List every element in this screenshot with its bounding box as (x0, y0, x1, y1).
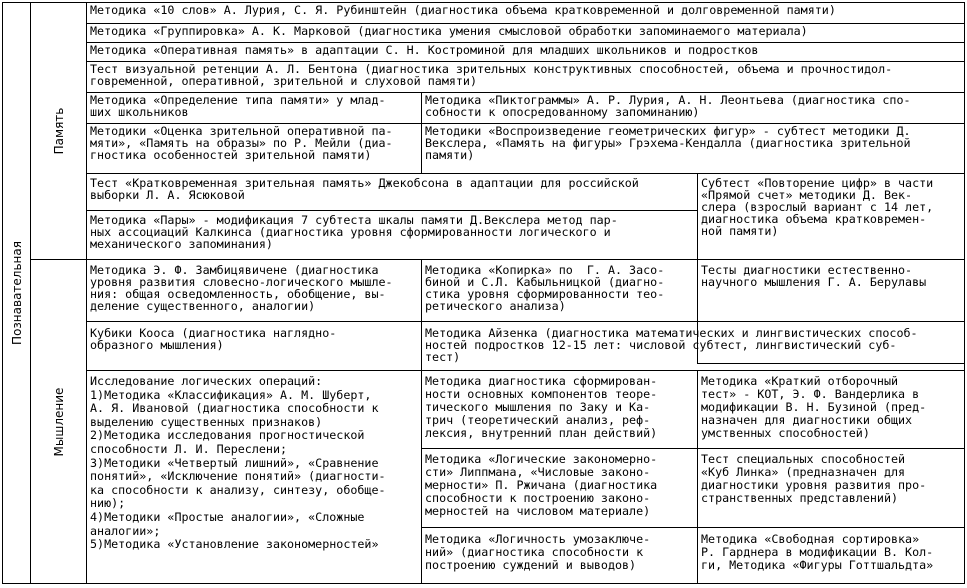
cognitive-label-cell (2, 2, 31, 584)
thinking-row-3-right (697, 370, 965, 449)
thinking-method-koos: Кубики Кооса (диагностика наглядно- образного мышления) (90, 326, 337, 352)
thinking-method-berulava: Тесты диагностики естественно- научного мышления Г. А. Берулавы (701, 263, 927, 289)
memory-row-7-left (86, 173, 698, 211)
thinking-row-3-left (86, 370, 422, 584)
memory-method-pairs: Методика «Пары» - модификация 7 субтеста шкалы памяти Д.Векслера метод пар- ных ассоциаций Калкинса (диагностика уровня сформированности логического и механического запоминания) (90, 213, 618, 251)
memory-method-geometric-figures: Методики «Воспроизведение геометрических фигур» - субтест методики Д. Векслера, «Память на фигуры» Грэхема-Кендалла (диагностика зрительной памяти) (425, 124, 911, 162)
memory-row-4 (86, 61, 965, 93)
thinking-method-free-sorting: Методика «Свободная сортировка» Р. Гарднера в модификации В. Кол- ги, Методика «Фигуры Готтшальдта» (701, 532, 934, 572)
memory-label-cell (30, 2, 87, 260)
thinking-method-link-cube: Тест специальных способностей «Куб Линка» (предназначен для диагностики уровня развития про- странственных представлений) (701, 452, 927, 505)
memory-row-1 (86, 2, 965, 24)
memory-method-visual-operative: Методики «Оценка зрительной оперативной па- мяти», «Память на образы» по Р. Мейли (диа- гностика особенностей зрительной памяти) (90, 124, 393, 162)
memory-method-10-words: Методика «10 слов» А. Лурия, С. Я. Рубинштейн (диагностика объема кратковременной и долговременной памяти) (90, 3, 836, 17)
memory-row-5-right (421, 92, 965, 124)
cognitive-label: Познавательная (9, 241, 24, 345)
thinking-method-zambitsyavichene: Методика Э. Ф. Замбицявичене (диагностика уровня развития словесно-логического мышле- ния: общая осведомленность, обобщение, вы- деление существенного, аналогии) (90, 263, 393, 313)
memory-method-operative: Методика «Оперативная память» в адаптации С. Н. Костроминой для младших школьников и подростков (90, 43, 759, 57)
memory-method-benton: Тест визуальной ретенции А. Л. Бентона (диагностика зрительных конструктивных способностей, объема и прочностидол- говременной, оперативной, зрительной и слуховой памяти) (90, 62, 893, 88)
memory-label: Память (51, 107, 66, 155)
thinking-row-5-mid (421, 527, 698, 584)
memory-row-2 (86, 23, 965, 43)
memory-method-grouping: Методика «Группировка» А. К. Марковой (диагностика умения смысловой обработки запоминаемого материала) (90, 24, 808, 38)
thinking-method-logical-patterns: Методика «Логические закономерно- сти» Липпмана, «Числовые законо- мерности» П. Ржичана (диагностика способности к построению законо- мерностей на числовом материале) (425, 452, 658, 518)
thinking-row-4-mid (421, 448, 698, 528)
thinking-row-5-right (697, 527, 965, 584)
memory-row-8-left (86, 210, 698, 260)
thinking-method-zak-katrich: Методика диагностика сформирован- ности основных компонентов теоре- тического мышления по Заку и Ка- трич (теоретический анализ, реф- лексия, внутренний план действий) (425, 374, 658, 440)
memory-row-6-right (421, 123, 965, 174)
thinking-method-kopirka: Методика «Копирка» по Г. А. Засо- биной и С.Л. Кабыльницкой (диагно- стика уровня сформированности тео- ретического анализа) (425, 263, 665, 313)
thinking-row-2-mid (421, 321, 965, 371)
memory-row-6-left (86, 123, 422, 174)
thinking-row-3-mid (421, 370, 698, 449)
memory-row-7-right (697, 173, 965, 260)
memory-method-digit-span: Субтест «Повторение цифр» в части «Прямой счет» методики Д. Век- слера (взрослый вариант с 14 лет, диагностика объема кратковремен- ной памяти) (701, 176, 934, 238)
thinking-method-syllogism: Методика «Логичность умозаключе- ний» (диагностика способности к построению суждений и выводов) (425, 532, 651, 572)
thinking-method-wonderlic: Методика «Краткий отборочный тест» - КОТ, Э. Ф. Вандерлика в модификации В. Н. Бузиной (пред- назначен для диагностики общих умственных способностей) (701, 374, 927, 440)
memory-method-jacobson: Тест «Кратковременная зрительная память» Джекобсона в адаптации для российской выборки Л. А. Ясюковой (90, 176, 639, 202)
thinking-method-eysenck: Методика Айзенка (диагностика математических и лингвистических способ- ностей подростков 12-15 лет: числовой субтест, лингвистический суб- тест) (425, 326, 918, 364)
thinking-label-cell (30, 259, 87, 584)
thinking-label: Мышление (51, 387, 66, 456)
memory-row-5-left (86, 92, 422, 124)
memory-method-type: Методика «Определение типа памяти» у млад- ших школьников (90, 93, 386, 119)
memory-row-3 (86, 42, 965, 62)
thinking-row-1-mid (421, 259, 698, 322)
memory-method-pictograms: Методика «Пиктограммы» А. Р. Лурия, А. Н. Леонтьева (диагностика спо- собности к опосредованному запоминанию) (425, 93, 911, 119)
thinking-row-4-right (697, 448, 965, 528)
thinking-row-2-left (86, 321, 422, 371)
thinking-row-1-left (86, 259, 422, 322)
thinking-method-logical-operations: Исследование логических операций: 1)Методика «Классификация» А. М. Шуберт, А. Я. Ивановой (диагностика способности к выделению существенных признаков) 2)Методика исследования прогностической способности Л. И. Переслени; 3)Методики «Четвертый лишний», «Сравнение понятий», «Исключение понятий» (диагности- ка способности к анализу, синтезу, обобще- нию); 4)Методики «Простые аналогии», «Сложные аналогии»; 5)Методика «Установление закономерностей» (90, 374, 386, 552)
